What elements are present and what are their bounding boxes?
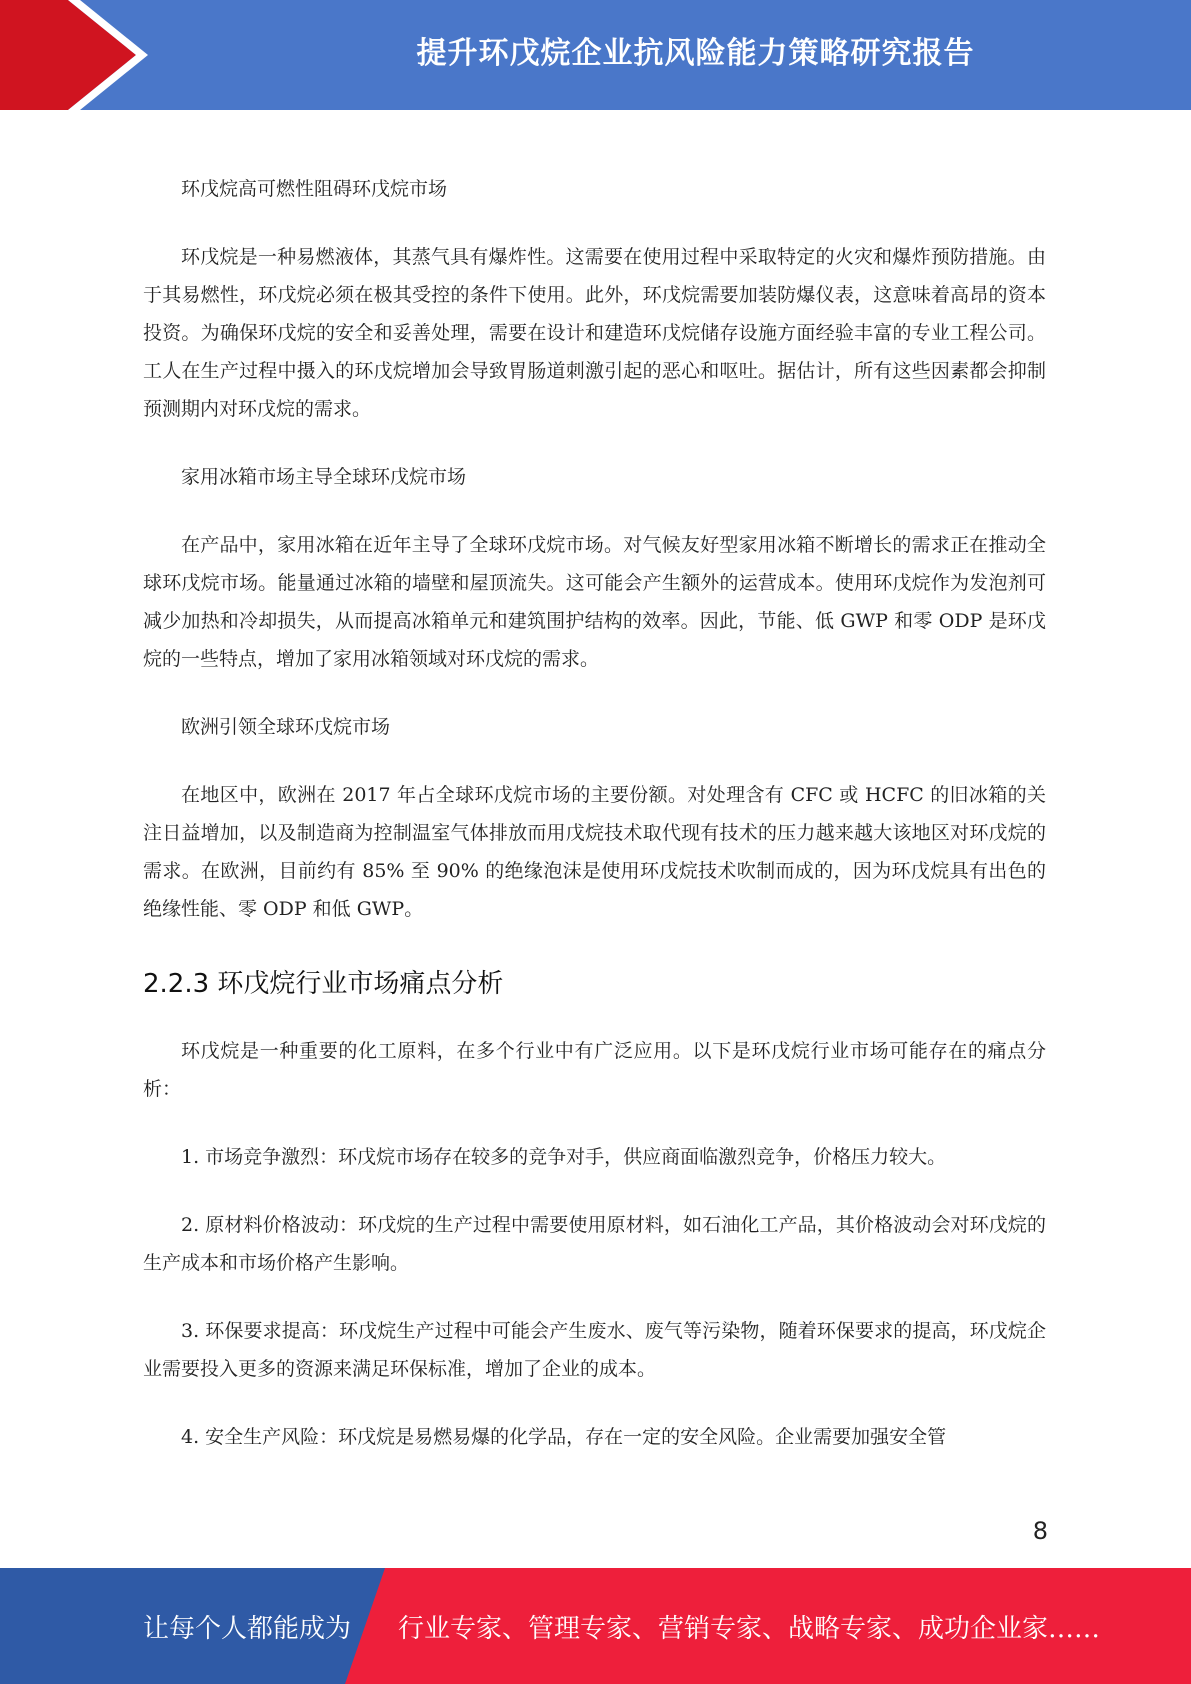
subheading-refrigerator: 家用冰箱市场主导全球环戊烷市场 (181, 466, 467, 488)
paragraph-intro: 环戊烷是一种重要的化工原料，在多个行业中有广泛应用。以下是环戊烷行业市场可能存在的痛点分析： (143, 1040, 1046, 1100)
page-header (0, 0, 1191, 110)
subheading-europe: 欧洲引领全球环戊烷市场 (181, 716, 391, 738)
paragraph-refrigerator: 在产品中，家用冰箱在近年主导了全球环戊烷市场。对气候友好型家用冰箱不断增长的需求正在推动全球环戊烷市场。能量通过冰箱的墙壁和屋顶流失。这可能会产生额外的运营成本。使用环戊烷作为发泡剂可减少加热和冷却损失，从而提高冰箱单元和建筑围护结构的效率。因此，节能、低 GWP 和零 ODP 是环戊烷的一些特点，增加了家用冰箱领域对环戊烷的需求。 (143, 534, 1046, 670)
list-item: 4. 安全生产风险：环戊烷是易燃易爆的化学品，存在一定的安全风险。企业需要加强安全管 (181, 1426, 947, 1448)
header-red-arrow (0, 0, 136, 110)
subheading-flammability: 环戊烷高可燃性阻碍环戊烷市场 (181, 178, 448, 200)
paragraph-europe: 在地区中，欧洲在 2017 年占全球环戊烷市场的主要份额。对处理含有 CFC 或 HCFC 的旧冰箱的关注日益增加，以及制造商为控制温室气体排放而用戊烷技术取代现有技术的压力越来越大该地区对环戊烷的需求。在欧洲，目前约有 85% 至 90% 的绝缘泡沫是使用环戊烷技术吹制而成的，因为环戊烷具有出色的绝缘性能、零 ODP 和低 GWP。 (143, 784, 1046, 920)
list-item: 2. 原材料价格波动：环戊烷的生产过程中需要使用原材料，如石油化工产品，其价格波动会对环戊烷的生产成本和市场价格产生影响。 (143, 1214, 1046, 1274)
footer-slogan-right: 行业专家、管理专家、营销专家、战略专家、成功企业家…… (398, 1613, 1101, 1644)
section-heading: 2.2.3 环戊烷行业市场痛点分析 (143, 969, 504, 999)
footer-slogan-left: 让每个人都能成为 (143, 1613, 352, 1644)
page-number: 8 (1032, 1517, 1048, 1545)
page-footer (0, 1568, 1191, 1684)
paragraph-flammability: 环戊烷是一种易燃液体，其蒸气具有爆炸性。这需要在使用过程中采取特定的火灾和爆炸预防措施。由于其易燃性，环戊烷必须在极其受控的条件下使用。此外，环戊烷需要加装防爆仪表，这意味着高昂的资本投资。为确保环戊烷的安全和妥善处理，需要在设计和建造环戊烷储存设施方面经验丰富的专业工程公司。工人在生产过程中摄入的环戊烷增加会导致胃肠道刺激引起的恶心和呕吐。据估计，所有这些因素都会抑制预测期内对环戊烷的需求。 (143, 246, 1046, 420)
header-title: 提升环戊烷企业抗风险能力策略研究报告 (416, 36, 975, 71)
list-item: 3. 环保要求提高：环戊烷生产过程中可能会产生废水、废气等污染物，随着环保要求的提高，环戊烷企业需要投入更多的资源来满足环保标准，增加了企业的成本。 (143, 1320, 1046, 1380)
document-body (143, 170, 1046, 1486)
list-item: 1. 市场竞争激烈：环戊烷市场存在较多的竞争对手，供应商面临激烈竞争，价格压力较大。 (181, 1146, 947, 1168)
header-arrow-decoration (0, 0, 200, 110)
